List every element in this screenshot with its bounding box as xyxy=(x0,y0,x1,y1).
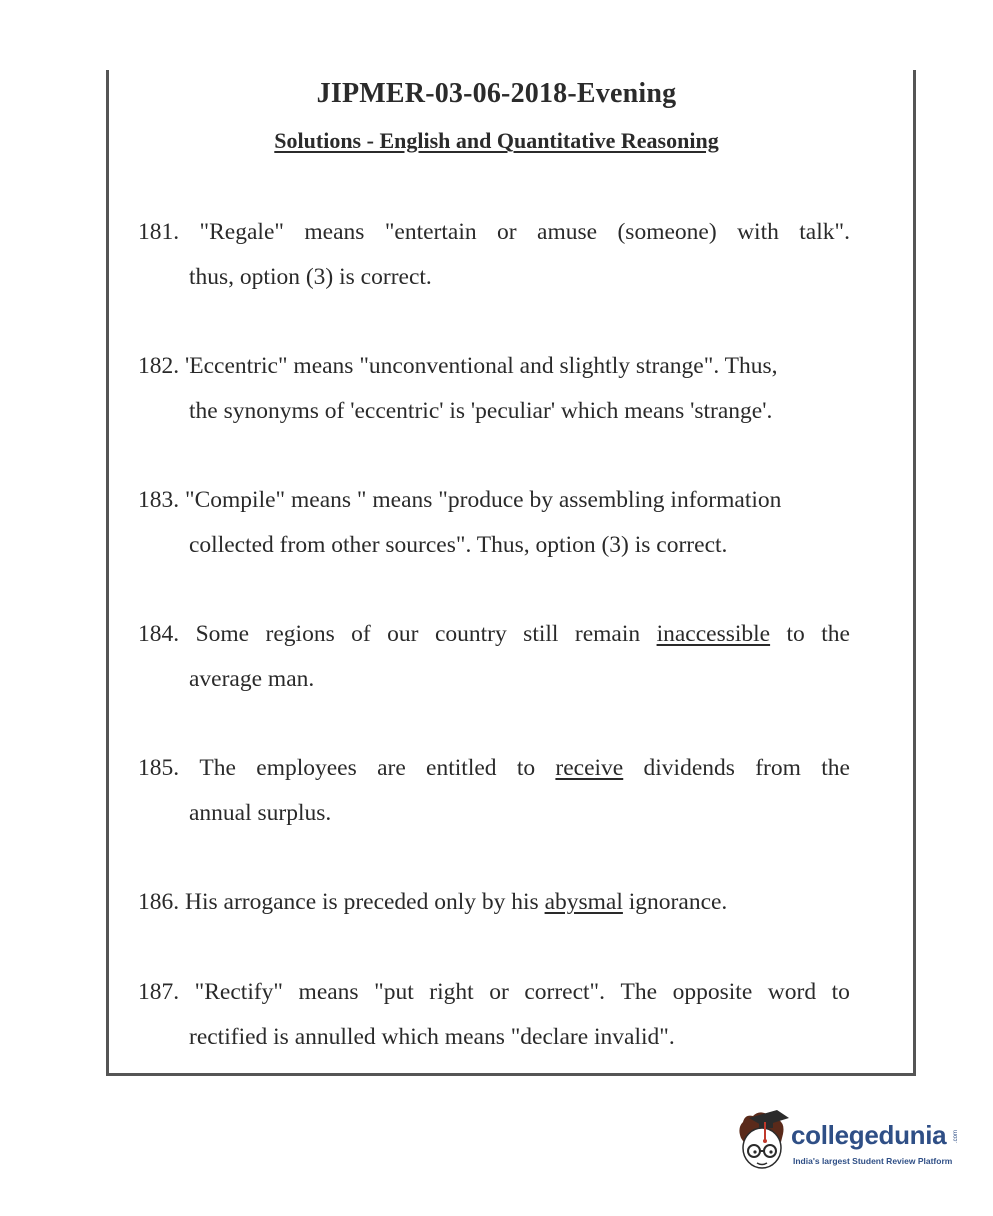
solution-185-line-1: 185. The employees are entitled to receive dividends from the xyxy=(138,746,850,791)
underlined-answer: abysmal xyxy=(544,889,623,915)
solution-182-line-1: 182. 'Eccentric" means "unconventional and slightly strange". Thus, xyxy=(138,353,778,379)
document-title: JIPMER-03-06-2018-Evening xyxy=(316,78,677,109)
underlined-answer: receive xyxy=(555,755,624,781)
solution-187-line-2: rectified is annulled which means "declare invalid". xyxy=(189,1024,675,1050)
mascot-icon xyxy=(735,1108,791,1178)
logo-tagline: India's largest Student Review Platform xyxy=(793,1156,953,1166)
solution-185-line-2: annual surplus. xyxy=(189,800,332,826)
solution-184 xyxy=(138,612,850,702)
solution-number: 183. xyxy=(138,487,180,513)
solution-184-line-1: 184. Some regions of our country still remain inaccessible to the xyxy=(138,612,850,657)
logo-name: collegedunia xyxy=(791,1120,947,1150)
solution-183-line-1: 183. "Compile" means " means "produce by assembling information xyxy=(138,487,782,513)
solution-181-line-1: 181. "Regale" means "entertain or amuse (someone) with talk". xyxy=(138,210,850,255)
solution-186 xyxy=(138,880,850,925)
solution-181 xyxy=(138,210,850,300)
solution-183-line-2: collected from other sources". Thus, option (3) is correct. xyxy=(189,532,728,558)
solution-number: 182. xyxy=(138,353,180,379)
solution-186-line-1: 186. His arrogance is preceded only by his abysmal ignorance. xyxy=(138,889,728,915)
solution-183 xyxy=(138,478,850,568)
solution-184-line-2: average man. xyxy=(189,666,315,692)
logo-suffix: .com xyxy=(953,1130,959,1144)
solution-number: 184. xyxy=(138,621,180,647)
document-subtitle: Solutions - English and Quantitative Reasoning xyxy=(274,128,719,153)
solution-182 xyxy=(138,344,850,434)
underlined-answer: inaccessible xyxy=(656,621,771,647)
collegedunia-logo[interactable] xyxy=(735,1108,965,1178)
solution-185 xyxy=(138,746,850,836)
solution-number: 181. xyxy=(138,219,180,245)
solution-187 xyxy=(138,970,850,1060)
solution-181-line-2: thus, option (3) is correct. xyxy=(189,264,432,290)
solution-number: 185. xyxy=(138,755,180,781)
solution-number: 187. xyxy=(138,979,180,1005)
solution-number: 186. xyxy=(138,889,180,915)
solution-182-line-2: the synonyms of 'eccentric' is 'peculiar' which means 'strange'. xyxy=(189,398,773,424)
solution-187-line-1: 187. "Rectify" means "put right or correct". The opposite word to xyxy=(138,970,850,1015)
